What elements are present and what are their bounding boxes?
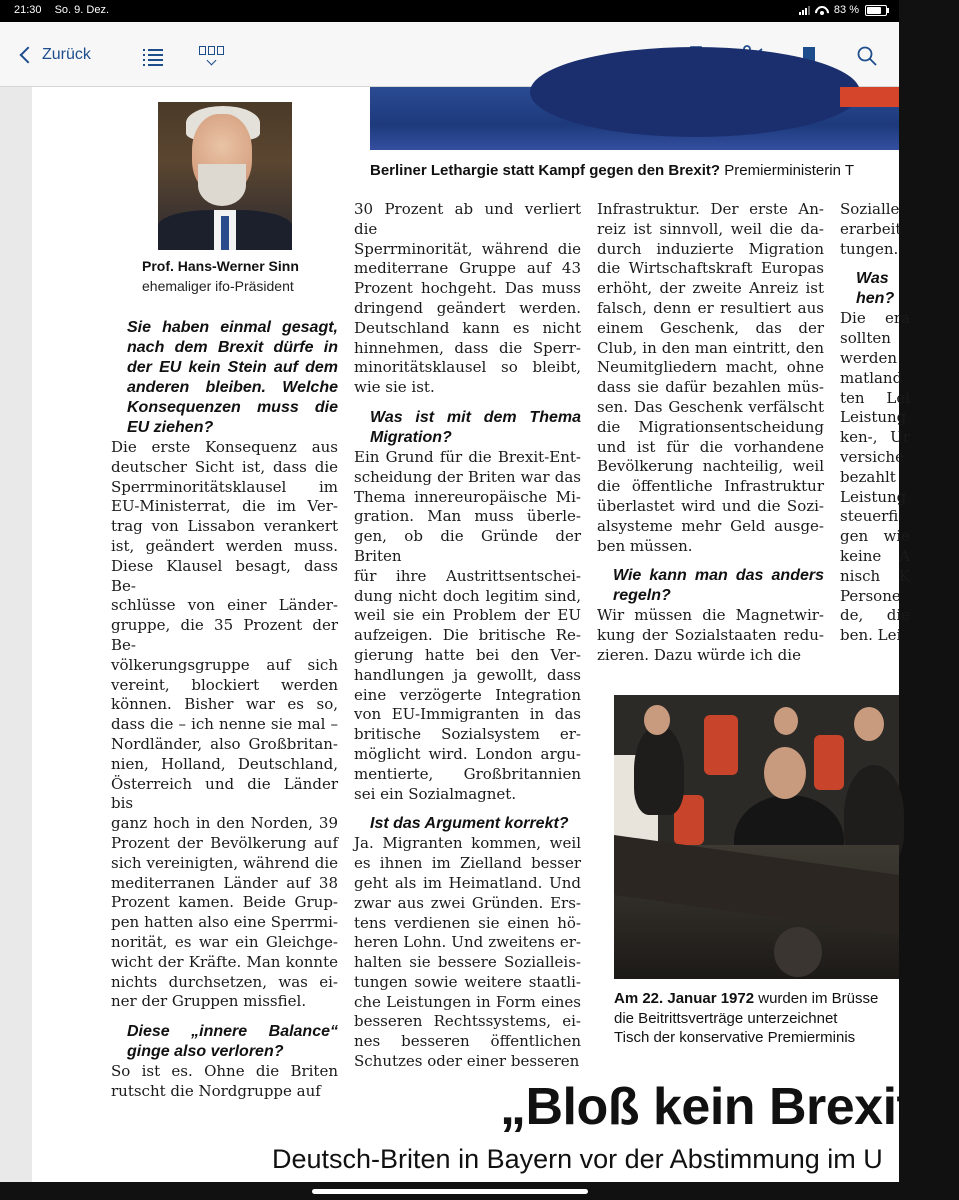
text-line: EU-Ministerrat, die im Ver- <box>111 497 338 516</box>
list-icon[interactable] <box>143 49 163 69</box>
text-line: Diese „innere Balance“ <box>127 1023 338 1041</box>
text-line: besseren Rechtssystems, ei- <box>354 1012 581 1031</box>
battery-percent: 83 % <box>833 4 859 16</box>
text-line: eine verzögerte Integration <box>354 685 581 704</box>
interview-question <box>354 408 581 448</box>
text-line: zwar aus zwei Gründen. Ers- <box>354 893 581 912</box>
page-viewport[interactable] <box>0 87 959 1182</box>
text-line: mediterranen Länder auf 38 <box>111 873 338 892</box>
status-bar <box>0 0 899 22</box>
text-line: pen hatten also eine Sperrmi- <box>111 913 338 932</box>
text-line: ner der Gruppen missfiel. <box>111 992 307 1011</box>
text-line: weil sie ein Problem der EU <box>354 606 581 625</box>
text-line: gen wie <box>840 527 910 546</box>
text-line: Was ist mit dem Thema <box>370 408 581 426</box>
text-line: handlungen ja gewollt, dass <box>354 665 581 684</box>
text-line: nien, Holland, Deutschland, <box>111 754 338 773</box>
text-line: Die erste Konsequenz aus <box>111 438 338 456</box>
text-line: sen. Das Geschenk verfälscht <box>597 397 824 416</box>
text-line: durch induzierte Migration <box>597 239 824 258</box>
text-line: hinnehmen, dass die Sperr- <box>354 338 581 357</box>
text-line: mediterrane Gruppe auf 43 <box>354 259 581 278</box>
interview-answer <box>354 200 581 398</box>
cellular-signal-icon <box>799 6 810 15</box>
portrait-caption-name: Prof. Hans-Werner Sinn <box>142 258 299 274</box>
interview-question <box>111 1022 338 1062</box>
historic-photo <box>614 695 899 979</box>
text-line: reiz ist sinnvoll, weil die da- <box>597 219 824 238</box>
text-line: die Wirtschaftskraft Europas <box>597 259 824 278</box>
status-date: So. 9. Dez. <box>54 4 110 16</box>
text-line: die öffentliche Infrastruktur <box>597 477 824 496</box>
interview-answer <box>597 200 824 556</box>
text-line: matland <box>840 368 903 387</box>
text-line: rutscht die Nordgruppe auf <box>111 1081 321 1100</box>
article-subheadline: Deutsch-Briten in Bayern vor der Abstimmung im U <box>272 1144 883 1174</box>
text-line: regeln? <box>613 587 671 605</box>
interview-answer <box>354 448 581 804</box>
text-line: für ihre Austrittsentschei- <box>354 566 581 585</box>
text-line: halten sie bessere Sozialleis- <box>354 953 581 972</box>
text-line: Ein Grund für die Brexit-Ent- <box>354 447 581 466</box>
article-column-1 <box>111 318 338 1102</box>
text-line: Konsequenzen muss die <box>127 399 338 416</box>
text-line: Sperrminorität, während die <box>354 239 581 258</box>
text-line: einem Geschenk, das der <box>597 318 824 337</box>
text-line: Österreich und die Länder bis <box>111 774 338 813</box>
text-line: sich vereinigten, während die <box>111 853 338 872</box>
text-line: vereint, blockiert werden <box>111 675 338 694</box>
text-line: sollten <box>840 329 891 348</box>
text-line: dass die – ich nenne sie mal – <box>111 715 338 734</box>
text-line: schlüsse von einer Länder- <box>111 596 338 615</box>
text-line: aufzeigen. Die britische Re- <box>354 626 581 645</box>
text-line: steuerfi <box>840 507 899 526</box>
text-line: Infrastruktur. Der erste An- <box>597 200 824 218</box>
text-line: Thema innereuropäische Mi- <box>354 487 581 506</box>
text-line: Wie kann man das anders <box>613 567 824 585</box>
text-line: Schutzes oder einer besseren <box>354 1052 580 1071</box>
text-line: können. Bisher war es so, <box>111 695 338 714</box>
interview-answer <box>111 1062 338 1102</box>
text-line: werden <box>840 348 898 367</box>
interview-answer <box>597 606 824 665</box>
text-line: überlastet wird und die Sozi- <box>597 496 824 515</box>
photo-caption-bold: Am 22. Januar 1972 <box>614 990 755 1007</box>
text-line: deutscher Sicht ist, dass die <box>111 457 338 476</box>
wifi-icon <box>816 6 828 15</box>
text-line: Deutschland kann es nicht <box>354 318 581 337</box>
text-line: mentierte, Großbritannien <box>354 764 581 783</box>
text-line: Leistung <box>840 487 907 506</box>
text-line: de, die <box>840 606 910 625</box>
text-line: ben. Lei <box>840 626 902 645</box>
interview-question <box>354 814 581 834</box>
photo-caption-line: die Beitrittsverträge unterzeichnet <box>614 1009 838 1027</box>
article-column-4 <box>840 200 910 646</box>
text-line: alsysteme mehr Geld ausge- <box>597 516 824 535</box>
text-line: Prozent der Bevölkerung auf <box>111 833 338 852</box>
text-line: 30 Prozent ab und verliert die <box>354 200 581 238</box>
historic-photo-caption <box>614 989 914 1048</box>
text-line: erhöht, der zweite Anreiz ist <box>597 279 824 298</box>
text-line: dung nicht doch legitim sind, <box>354 586 581 605</box>
interview-question <box>111 318 338 438</box>
photo-caption-line <box>614 989 914 1009</box>
text-line: Diese Klausel besagt, dass Be- <box>111 556 338 595</box>
chevron-down-icon <box>207 56 217 66</box>
text-line: Migration? <box>370 428 452 446</box>
text-line: nes besseren öffentlichen <box>354 1032 581 1051</box>
text-line: norität, es war ein Gleichge- <box>111 932 338 951</box>
text-line: zieren. Dazu würde ich die <box>597 645 801 664</box>
interview-answer <box>111 438 338 1012</box>
top-caption-bold: Berliner Lethargie statt Kampf gegen den Brexit? <box>370 162 721 179</box>
text-line: Ist das Argument korrekt? <box>370 815 569 833</box>
text-line: Prozent kamen. Beide Grup- <box>111 893 338 912</box>
text-line: dass sie dafür bezahlen müs- <box>597 378 824 397</box>
interview-question <box>840 269 910 309</box>
search-icon[interactable] <box>857 46 877 66</box>
text-line: ben müssen. <box>597 536 693 555</box>
newspaper-page <box>32 87 959 1182</box>
text-line: gration. Man muss überle- <box>354 507 581 526</box>
status-time: 21:30 <box>14 4 42 16</box>
text-line: hen? <box>856 290 895 308</box>
text-line: Club, in den man eintritt, den <box>597 338 824 357</box>
text-line: tens verdienen sie einen hö- <box>354 913 581 932</box>
text-line: falsch, denn er resultiert aus <box>597 298 824 317</box>
text-line: Die era <box>840 309 910 328</box>
text-line: und ist für die vorhandene <box>597 437 824 456</box>
text-line: Sperrminoritätsklausel im <box>111 477 338 496</box>
text-line: der EU kein Stein auf dem <box>127 359 338 376</box>
text-line: nach dem Brexit dürfe in <box>127 339 338 356</box>
text-line: Prozent hochgeht. Das muss <box>354 279 581 298</box>
text-line: minoritätsklausel so bleibt, <box>354 358 581 377</box>
text-line: Wir müssen die Magnetwir- <box>597 606 824 625</box>
interview-answer <box>354 834 581 1072</box>
text-line: che Leistungen in Form eines <box>354 992 581 1011</box>
text-line: heren Lohn. Und zweitens er- <box>354 933 581 952</box>
pages-icon[interactable] <box>199 46 224 64</box>
text-line: wicht der Kräfte. Man konnte <box>111 952 338 971</box>
portrait-caption-role: ehemaliger ifo-Präsident <box>142 278 294 294</box>
text-line: von EU-Immigranten in das <box>354 705 581 724</box>
text-line: versiche <box>840 447 904 466</box>
text-line: wie sie ist. <box>354 378 435 397</box>
text-line: britische Sozialsystem er- <box>354 725 581 744</box>
text-line: ist, geändert werden muss. <box>111 536 338 555</box>
portrait-photo <box>158 102 292 248</box>
text-line: gen, ob die Gründe der Briten <box>354 527 581 565</box>
text-line: Sie haben einmal gesagt, <box>127 319 338 336</box>
text-line: nisch K <box>840 566 910 585</box>
text-line: es ihnen im Zielland besser <box>354 854 581 873</box>
article-column-3 <box>597 200 824 666</box>
chevron-left-icon <box>20 47 37 64</box>
text-line: tungen. <box>840 239 899 258</box>
text-line: scheidung der Briten war das <box>354 467 581 486</box>
interview-answer <box>840 309 910 646</box>
photo-caption-rest: wurden im Brüsse <box>754 990 879 1007</box>
text-line: ginge also verloren? <box>127 1043 284 1061</box>
text-line: geht als im Heimatland. Und <box>354 873 581 892</box>
text-line: gruppe, die 35 Prozent der Be- <box>111 616 338 654</box>
text-line: möglicht wird. London argu- <box>354 744 581 763</box>
text-line: völkerungsgruppe auf sich <box>111 655 338 674</box>
top-photo-caption <box>370 162 910 179</box>
text-line: Sozialle <box>840 200 900 218</box>
text-line: Leistung <box>840 408 907 427</box>
text-line: Ja. Migranten kommen, weil <box>354 834 581 853</box>
text-line: bezahlt <box>840 467 896 486</box>
text-line: ten Lei <box>840 388 910 407</box>
interview-question <box>597 566 824 606</box>
text-line: Neumitgliedern macht, ohne <box>597 358 824 377</box>
battery-icon <box>865 5 887 16</box>
text-line: sei ein Sozialmagnet. <box>354 784 517 803</box>
article-column-2 <box>354 200 581 1072</box>
text-line: kung der Sozialstaaten redu- <box>597 626 824 645</box>
text-line: keine A <box>840 546 910 565</box>
text-line: dringend geändert werden. <box>354 298 581 317</box>
top-caption-rest: Premierministerin T <box>720 162 854 179</box>
text-line: EU ziehen? <box>127 419 214 436</box>
text-line: die Migrationsentscheidung <box>597 417 824 436</box>
home-indicator[interactable] <box>312 1189 588 1194</box>
text-line: Persone <box>840 586 901 605</box>
text-line: anderen bleiben. Welche <box>127 379 338 396</box>
text-line: tungen sowie weitere staatli- <box>354 972 581 991</box>
interview-answer <box>840 200 910 259</box>
article-headline: „Bloß kein Brexit o <box>500 1078 959 1136</box>
photo-caption-line: Tisch der konservative Premierminis <box>614 1029 856 1046</box>
text-line: So ist es. Ohne die Briten <box>111 1062 338 1081</box>
text-line: erarbeit <box>840 219 902 238</box>
top-photo <box>370 87 899 150</box>
text-line: Was i <box>856 270 910 288</box>
text-line: ken-, Ur <box>840 428 910 447</box>
text-line: Nordländer, also Großbritan- <box>111 734 338 753</box>
text-line: ganz hoch in den Norden, 39 <box>111 814 338 833</box>
text-line: nichts durchsetzen, was ei- <box>111 972 338 991</box>
back-button-label: Zurück <box>42 46 91 63</box>
text-line: trag von Lissabon verankert <box>111 517 338 536</box>
text-line: Bevölkerung nachteilig, weil <box>597 457 824 476</box>
back-button[interactable] <box>22 46 91 64</box>
text-line: gierung hatte bei den Ver- <box>354 645 581 664</box>
